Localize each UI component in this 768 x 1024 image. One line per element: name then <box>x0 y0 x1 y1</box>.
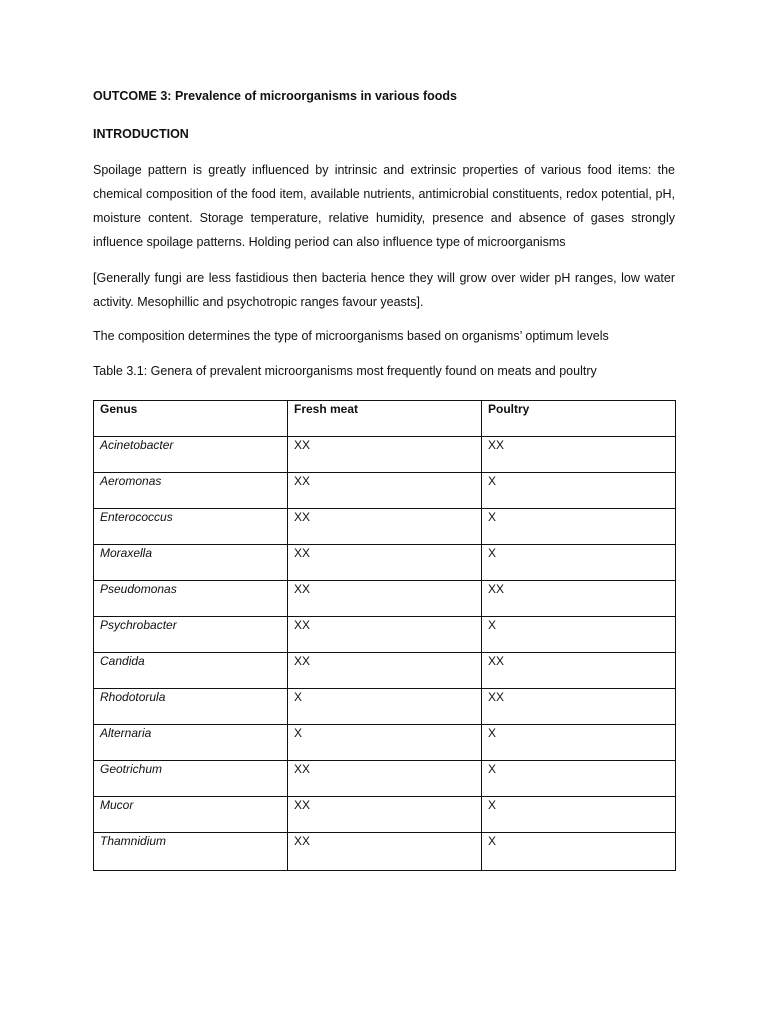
fresh-meat-cell: XX <box>288 509 482 545</box>
genus-cell: Alternaria <box>94 725 288 761</box>
table-row <box>94 545 676 581</box>
table-row <box>94 473 676 509</box>
table-row <box>94 581 676 617</box>
genus-cell: Candida <box>94 653 288 689</box>
table-row <box>94 689 676 725</box>
genus-cell: Acinetobacter <box>94 437 288 473</box>
genus-cell: Aeromonas <box>94 473 288 509</box>
fresh-meat-cell: XX <box>288 797 482 833</box>
header-genus: Genus <box>94 401 288 437</box>
fresh-meat-cell: XX <box>288 581 482 617</box>
fresh-meat-cell: XX <box>288 617 482 653</box>
paragraph-fungi: [Generally fungi are less fastidious then bacteria hence they will grow over wider pH ranges, low water activity. Mesophillic and psychotropic ranges favour yeasts]. <box>93 271 675 309</box>
genus-cell: Moraxella <box>94 545 288 581</box>
table-row <box>94 761 676 797</box>
genus-cell: Psychrobacter <box>94 617 288 653</box>
poultry-cell: X <box>482 833 676 871</box>
table-header-row <box>94 401 676 437</box>
fresh-meat-cell: XX <box>288 473 482 509</box>
section-heading-introduction: INTRODUCTION <box>93 127 189 141</box>
table-caption: Table 3.1: Genera of prevalent microorganisms most frequently found on meats and poultry <box>93 364 597 378</box>
table-row <box>94 509 676 545</box>
poultry-cell: X <box>482 761 676 797</box>
genus-cell: Mucor <box>94 797 288 833</box>
fresh-meat-cell: XX <box>288 437 482 473</box>
outcome-title: OUTCOME 3: Prevalence of microorganisms in various foods <box>93 89 457 103</box>
genus-cell: Geotrichum <box>94 761 288 797</box>
genera-table <box>93 400 676 871</box>
table-row <box>94 437 676 473</box>
poultry-cell: XX <box>482 437 676 473</box>
poultry-cell: X <box>482 509 676 545</box>
poultry-cell: X <box>482 473 676 509</box>
fresh-meat-cell: XX <box>288 761 482 797</box>
paragraph-composition: The composition determines the type of microorganisms based on organisms’ optimum levels <box>93 329 609 343</box>
fresh-meat-cell: XX <box>288 653 482 689</box>
poultry-cell: XX <box>482 689 676 725</box>
header-fresh-meat: Fresh meat <box>288 401 482 437</box>
fresh-meat-cell: XX <box>288 545 482 581</box>
table-row <box>94 725 676 761</box>
poultry-cell: XX <box>482 581 676 617</box>
paragraph-spoilage: Spoilage pattern is greatly influenced by intrinsic and extrinsic properties of various food items: the chemical composition of the food item, available nutrients, antimicrobial constituents, redox potential, pH, moisture content. Storage temperature, relative humidity, presence and absence of gases strongly influence spoilage patterns. Holding period can also influence type of microorganisms <box>93 163 675 249</box>
genus-cell: Thamnidium <box>94 833 288 871</box>
poultry-cell: X <box>482 797 676 833</box>
genus-cell: Enterococcus <box>94 509 288 545</box>
fresh-meat-cell: XX <box>288 833 482 871</box>
fresh-meat-cell: X <box>288 725 482 761</box>
header-poultry: Poultry <box>482 401 676 437</box>
table-row <box>94 617 676 653</box>
genus-cell: Pseudomonas <box>94 581 288 617</box>
table-row <box>94 797 676 833</box>
genus-cell: Rhodotorula <box>94 689 288 725</box>
fresh-meat-cell: X <box>288 689 482 725</box>
poultry-cell: X <box>482 617 676 653</box>
table-row <box>94 653 676 689</box>
table-row <box>94 833 676 871</box>
poultry-cell: X <box>482 725 676 761</box>
poultry-cell: X <box>482 545 676 581</box>
poultry-cell: XX <box>482 653 676 689</box>
